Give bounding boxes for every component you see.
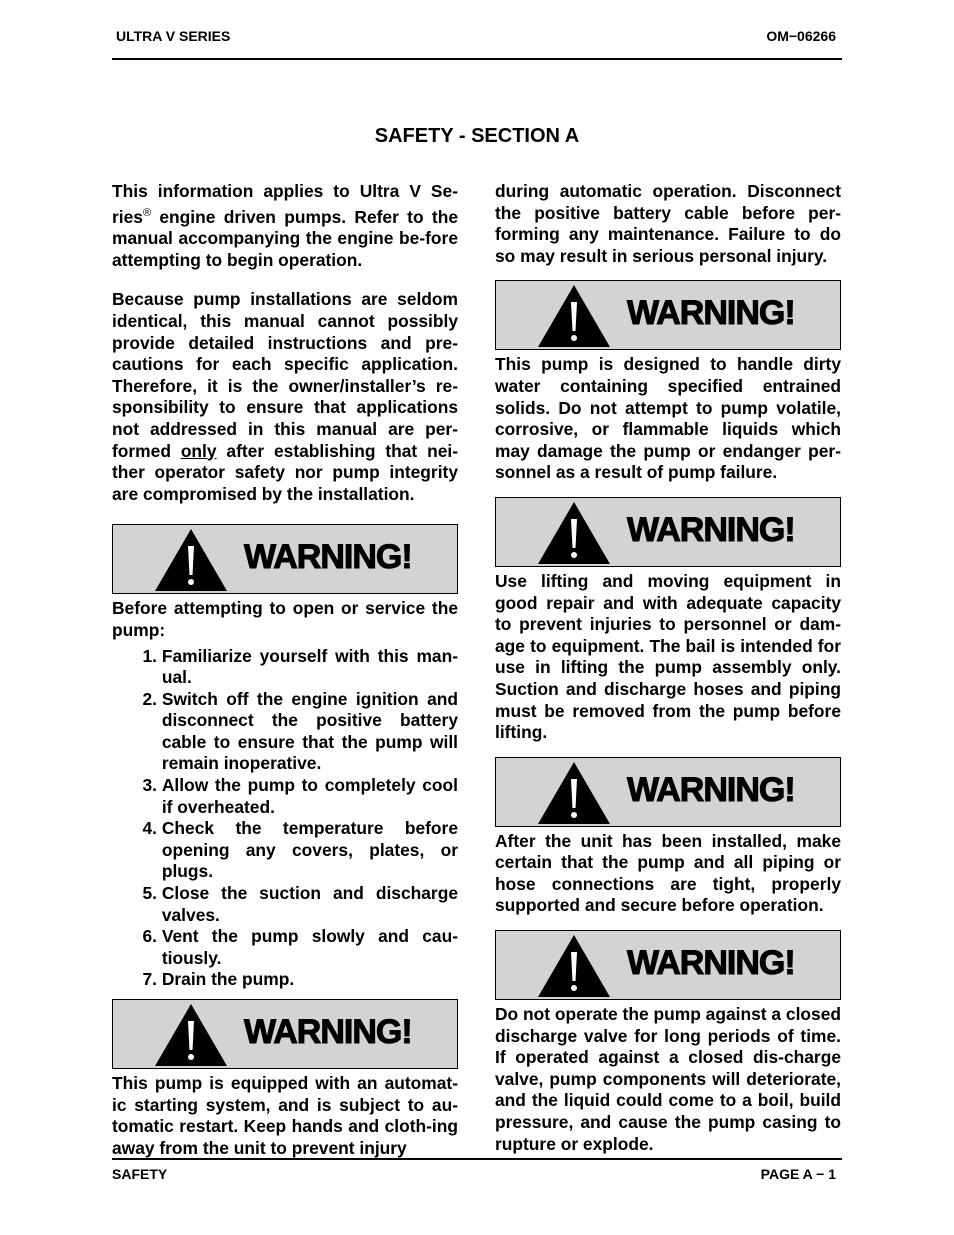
- warning-banner: [112, 524, 458, 594]
- header-doc-number: OM−06266: [766, 28, 836, 44]
- warning-triangle-icon: [153, 1002, 229, 1068]
- right-column: [495, 181, 841, 1155]
- warning-banner: [495, 280, 841, 350]
- intro-paragraph: This information applies to Ultra V Se-ries® engine driven pumps. Refer to the manual accompanying the engine be-fore attempting to begin operation.: [112, 181, 458, 270]
- warning-triangle-icon: [536, 283, 612, 349]
- lifting-warning-text: Use lifting and moving equipment in good repair and with adequate capacity to prevent injuries to personnel or dam-age to equipment. The bail is intended for use in lifting the pump assembly only. Suction and discharge hoses and piping must be removed from the pump before lifting.: [495, 570, 841, 743]
- list-item: 7. Drain the pump.: [142, 969, 295, 990]
- warning-triangle-icon: [536, 500, 612, 566]
- warning-label: WARNING!: [627, 770, 795, 809]
- warning-label: WARNING!: [627, 944, 795, 983]
- warning-label: WARNING!: [244, 1013, 412, 1051]
- list-item: 6. Vent the pump slowly and cau-tiously.: [142, 926, 458, 968]
- list-item: 5. Close the suction and discharge valves.: [142, 883, 458, 925]
- warning-label: WARNING!: [627, 510, 795, 549]
- header-rule: [112, 58, 842, 60]
- warning-triangle-icon: [153, 527, 229, 593]
- warning-banner: [495, 497, 841, 567]
- left-column: [112, 181, 458, 1159]
- installation-warning-text: After the unit has been installed, make certain that the pump and all piping or hose connections are tight, properly supported and secure before operation.: [495, 830, 841, 916]
- warning-banner: [112, 999, 458, 1069]
- service-intro: Before attempting to open or service the pump:: [112, 598, 458, 640]
- page-title: SAFETY - SECTION A: [374, 125, 580, 147]
- footer-rule: [112, 1158, 842, 1160]
- list-item: 2. Switch off the engine ignition and disconnect the positive battery cable to ensure that the pump will remain inoperative.: [142, 688, 458, 774]
- warning-label: WARNING!: [244, 538, 412, 577]
- installations-paragraph: Because pump installations are seldom identical, this manual cannot possibly provide detailed instructions and pre-cautions for each specific application. Therefore, it is the owner/installer’s re-sponsibility to ensure that applications not addressed in this manual are per-formed only after establishing that nei-ther operator safety nor pump integrity are compromised by the installation.: [112, 289, 458, 504]
- closed-valve-warning-text: Do not operate the pump against a closed discharge valve for long periods of time. If operated against a closed dis-charge valve, pump components will deteriorate, and the liquid could come to a boil, build pressure, and cause the pump casing to rupture or explode.: [495, 1004, 841, 1154]
- warning-banner: [495, 930, 841, 1000]
- warning-triangle-icon: [536, 933, 612, 999]
- footer-page-number: PAGE A − 1: [760, 1166, 836, 1182]
- warning-banner: [495, 757, 841, 827]
- footer-section: SAFETY: [112, 1166, 168, 1182]
- list-item: 4. Check the temperature before opening any covers, plates, or plugs.: [142, 818, 458, 882]
- service-steps-list: [112, 646, 458, 992]
- dirty-water-warning-text: This pump is designed to handle dirty water containing specified entrained solids. Do not attempt to pump volatile, corrosive, or flammable liquids which may damage the pump or endanger per-sonnel as a result of pump failure.: [495, 354, 841, 483]
- list-item: 1. Familiarize yourself with this man-ual.: [142, 645, 458, 688]
- registered-mark: ®: [142, 206, 152, 219]
- auto-restart-warning-text: This pump is equipped with an automat-ic starting system, and is subject to au-tomatic restart. Keep hands and cloth-ing away from the unit to prevent injury: [112, 1073, 458, 1158]
- header-series: ULTRA V SERIES: [116, 28, 231, 44]
- list-item: 3. Allow the pump to completely cool if overheated.: [142, 775, 458, 817]
- auto-restart-warning-continued: during automatic operation. Disconnect the positive battery cable before per-forming any maintenance. Failure to do so may result in serious personal injury.: [495, 181, 841, 266]
- warning-triangle-icon: [536, 760, 612, 826]
- warning-label: WARNING!: [627, 294, 795, 333]
